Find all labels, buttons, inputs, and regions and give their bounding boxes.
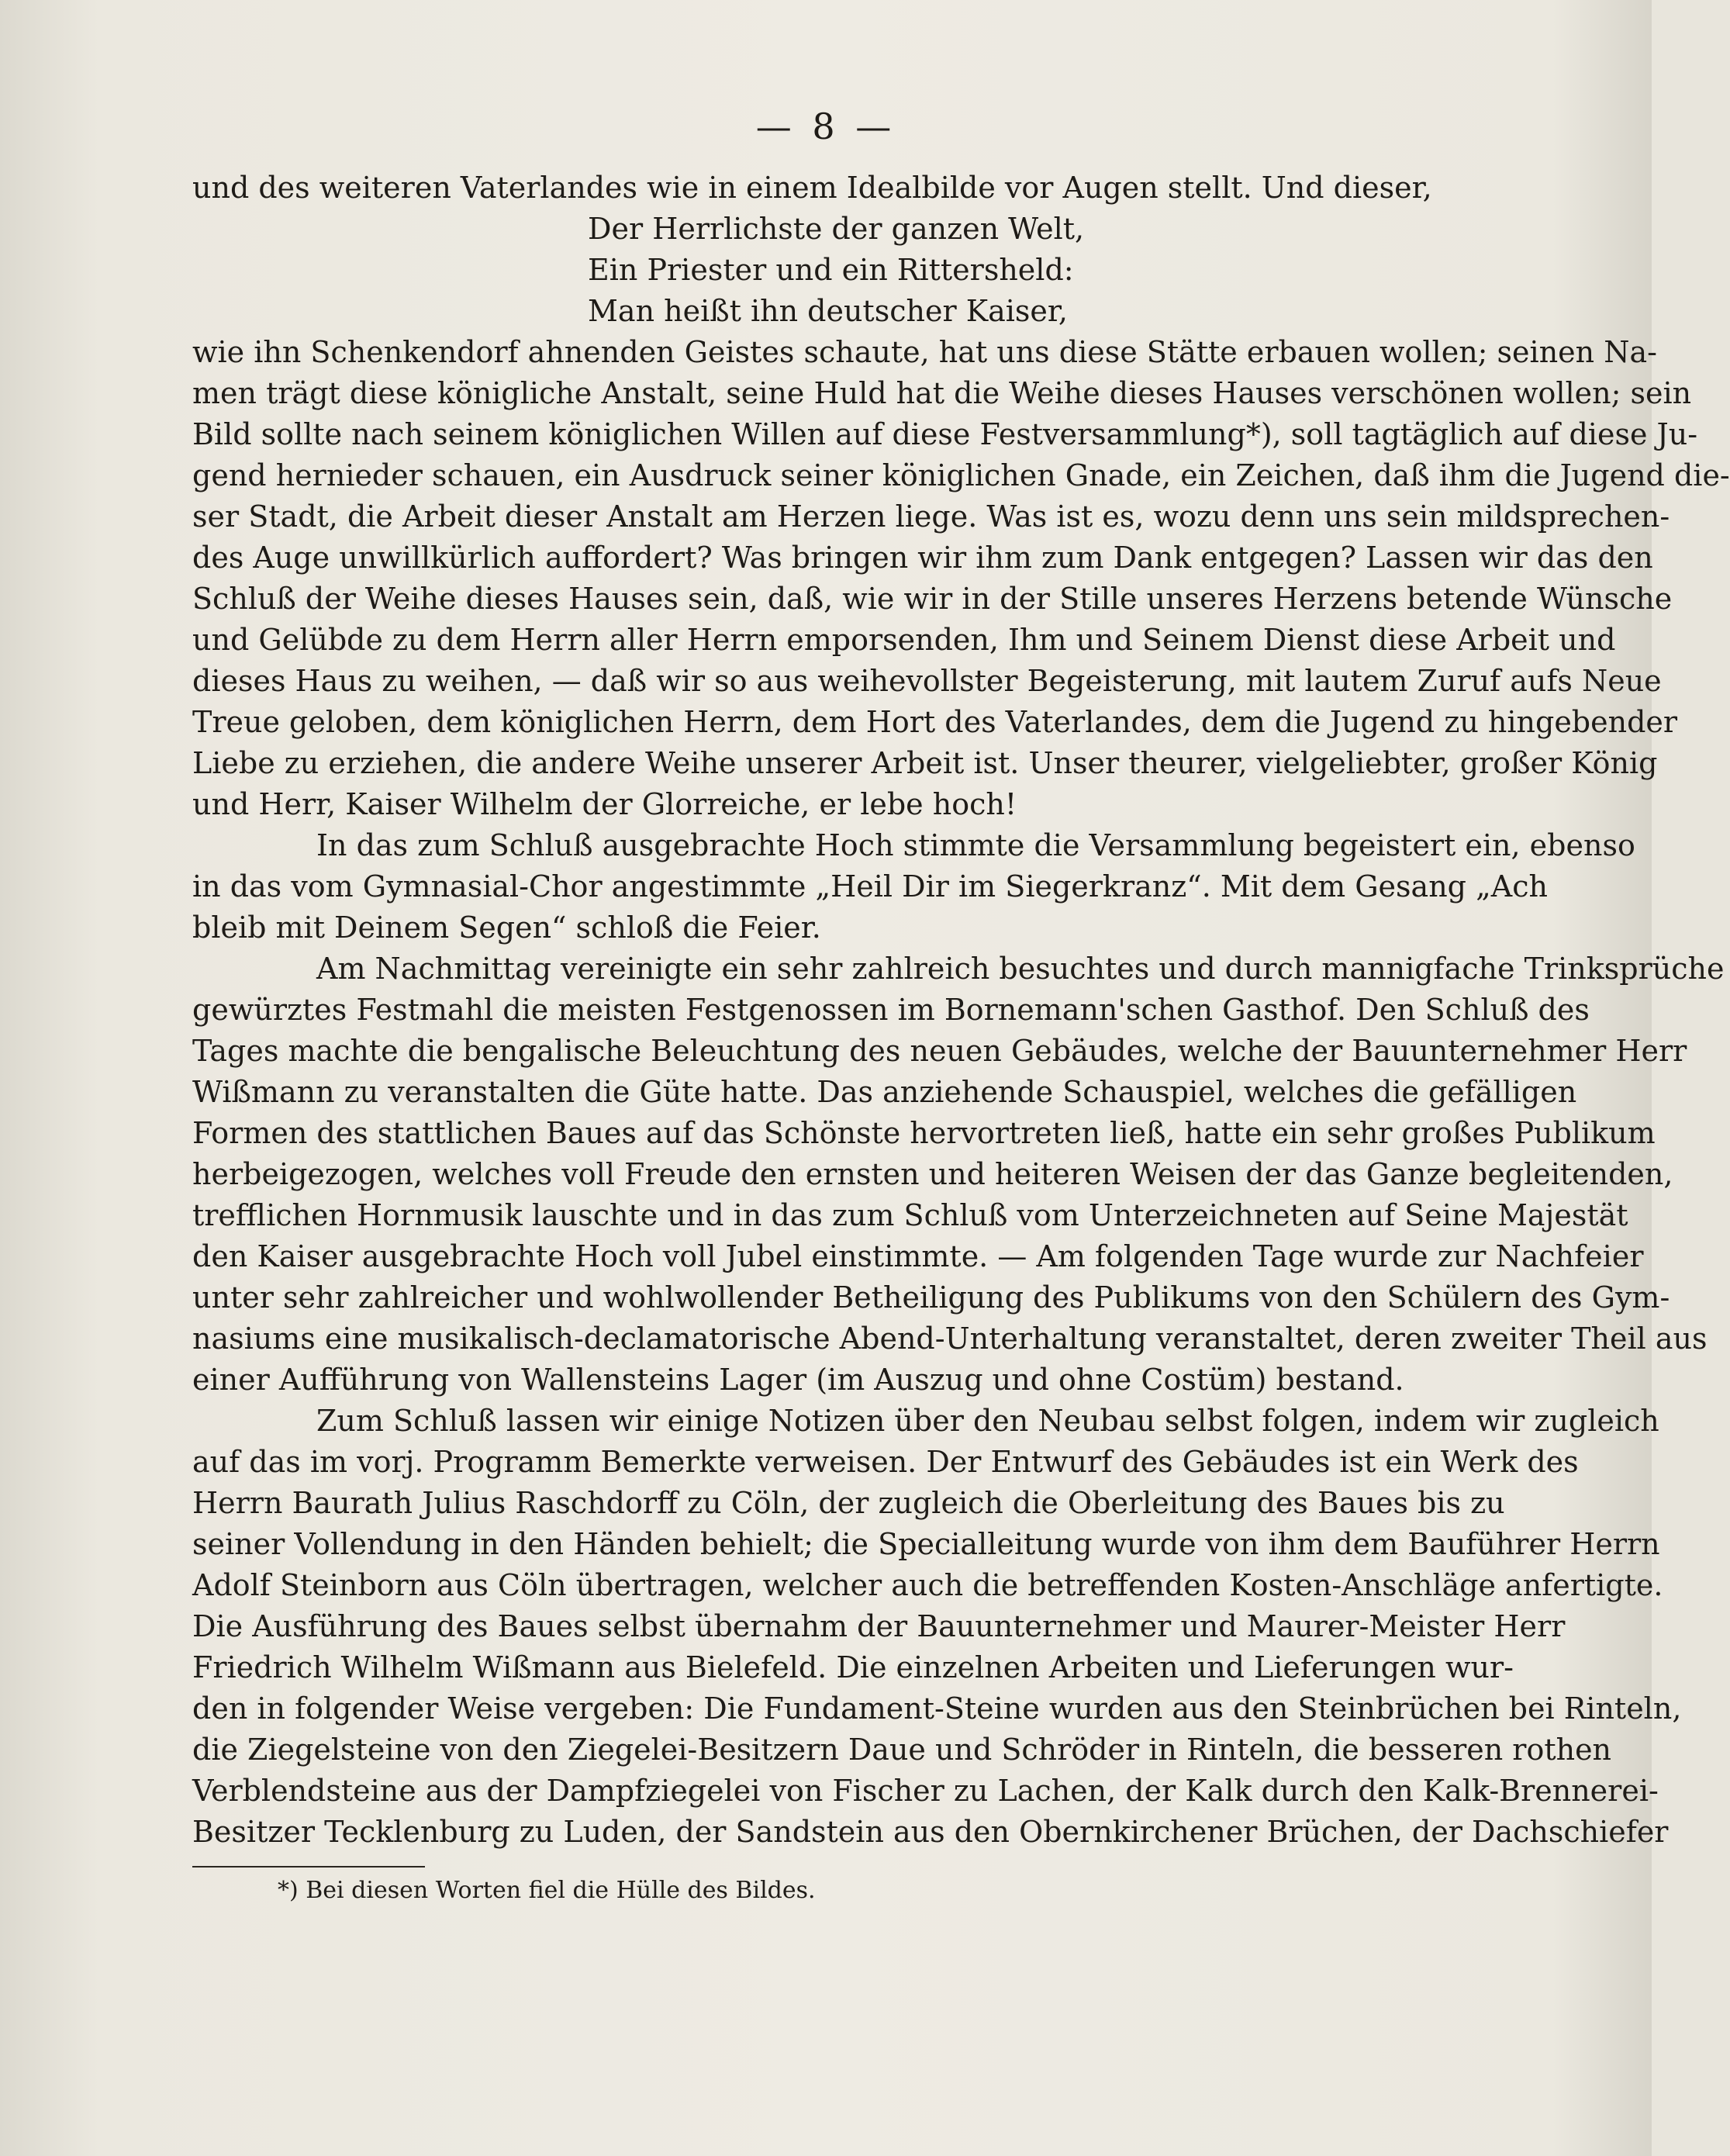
text-line: Tages machte die bengalische Beleuchtung des neuen Gebäudes, welche der Bauunternehmer Herr	[192, 1034, 1687, 1068]
text-line: den Kaiser ausgebrachte Hoch voll Jubel einstimmte. — Am folgenden Tage wurde zur Nachfeier	[192, 1239, 1644, 1273]
text-line: trefflichen Hornmusik lauschte und in das zum Schluß vom Unterzeichneten auf Seine Majestät	[192, 1198, 1628, 1232]
text-line: Am Nachmittag vereinigte ein sehr zahlreich besuchtes und durch mannigfache Trinksprüche	[316, 952, 1725, 986]
text-line: wie ihn Schenkendorf ahnenden Geistes schaute, hat uns diese Stätte erbauen wollen; seinen Na-	[192, 335, 1657, 369]
text-line: nasiums eine musikalisch-declamatorische Abend-Unterhaltung veranstaltet, deren zweiter Theil aus	[192, 1322, 1708, 1356]
text-line: bleib mit Deinem Segen“ schloß die Feier.	[192, 910, 821, 945]
text-line: In das zum Schluß ausgebrachte Hoch stimmte die Versammlung begeistert ein, ebenso	[316, 828, 1635, 862]
text-line: dieses Haus zu weihen, — daß wir so aus weihevollster Begeisterung, mit lautem Zuruf aufs Neue	[192, 664, 1662, 698]
text-line: Adolf Steinborn aus Cöln übertragen, welcher auch die betreffenden Kosten-Anschläge anfertigte.	[192, 1568, 1663, 1602]
text-line: unter sehr zahlreicher und wohlwollender Betheiligung des Publikums von den Schülern des Gym-	[192, 1280, 1670, 1315]
text-line: gewürztes Festmahl die meisten Festgenossen im Bornemann'schen Gasthof. Den Schluß des	[192, 993, 1590, 1027]
text-line: und des weiteren Vaterlandes wie in einem Idealbilde vor Augen stellt. Und dieser,	[192, 171, 1432, 205]
text-line: gend hernieder schauen, ein Ausdruck seiner königlichen Gnade, ein Zeichen, daß ihm die Jugend die-	[192, 458, 1730, 492]
text-line: Besitzer Tecklenburg zu Luden, der Sandstein aus den Obernkirchener Brüchen, der Dachschiefer	[192, 1815, 1669, 1849]
text-line: herbeigezogen, welches voll Freude den ernsten und heiteren Weisen der das Ganze begleitenden,	[192, 1157, 1673, 1191]
text-line: Formen des stattlichen Baues auf das Schönste hervortreten ließ, hatte ein sehr großes Publikum	[192, 1116, 1656, 1150]
text-line: ser Stadt, die Arbeit dieser Anstalt am Herzen liege. Was ist es, wozu denn uns sein mildsprechen-	[192, 499, 1670, 534]
text-line: seiner Vollendung in den Händen behielt; die Specialleitung wurde von ihm dem Bauführer Herrn	[192, 1527, 1660, 1561]
text-line: Schluß der Weihe dieses Hauses sein, daß, wie wir in der Stille unseres Herzens betende Wünsche	[192, 582, 1673, 616]
text-line: Die Ausführung des Baues selbst übernahm der Bauunternehmer und Maurer-Meister Herr	[192, 1609, 1566, 1643]
text-line: men trägt diese königliche Anstalt, seine Huld hat die Weihe dieses Hauses verschönen wollen; sein	[192, 376, 1692, 410]
page-number: — 8 —	[755, 105, 896, 147]
body-text	[192, 168, 1730, 1853]
text-line: Zum Schluß lassen wir einige Notizen über den Neubau selbst folgen, indem wir zugleich	[316, 1404, 1659, 1438]
text-line: Verblendsteine aus der Dampfziegelei von Fischer zu Lachen, der Kalk durch den Kalk-Brennerei-	[192, 1774, 1659, 1808]
text-line: die Ziegelsteine von den Ziegelei-Besitzern Daue und Schröder in Rinteln, die besseren rothen	[192, 1733, 1612, 1767]
text-line: und Gelübde zu dem Herrn aller Herrn emporsenden, Ihm und Seinem Dienst diese Arbeit und	[192, 623, 1616, 657]
text-line: Herrn Baurath Julius Raschdorff zu Cöln, der zugleich die Oberleitung des Baues bis zu	[192, 1486, 1505, 1520]
text-line: und Herr, Kaiser Wilhelm der Glorreiche, er lebe hoch!	[192, 787, 1017, 821]
text-line: Ein Priester und ein Rittersheld:	[588, 253, 1074, 287]
text-line: Bild sollte nach seinem königlichen Willen auf diese Festversammlung*), soll tagtäglich auf diese Ju-	[192, 417, 1698, 451]
text-line: Liebe zu erziehen, die andere Weihe unserer Arbeit ist. Unser theurer, vielgeliebter, großer König	[192, 746, 1658, 780]
text-line: den in folgender Weise vergeben: Die Fundament-Steine wurden aus den Steinbrüchen bei Rinteln,	[192, 1691, 1682, 1726]
text-line: Wißmann zu veranstalten die Güte hatte. Das anziehende Schauspiel, welches die gefälligen	[192, 1075, 1577, 1109]
text-line: auf das im vorj. Programm Bemerkte verweisen. Der Entwurf des Gebäudes ist ein Werk des	[192, 1445, 1579, 1479]
text-line: des Auge unwillkürlich auffordert? Was bringen wir ihm zum Dank entgegen? Lassen wir das den	[192, 541, 1653, 575]
text-line: in das vom Gymnasial-Chor angestimmte „Heil Dir im Siegerkranz“. Mit dem Gesang „Ach	[192, 869, 1548, 904]
footnote-divider	[192, 1866, 425, 1867]
text-line: Der Herrlichste der ganzen Welt,	[588, 212, 1085, 246]
text-line: Friedrich Wilhelm Wißmann aus Bielefeld. Die einzelnen Arbeiten und Lieferungen wur-	[192, 1650, 1514, 1684]
text-line: einer Aufführung von Wallensteins Lager (im Auszug und ohne Costüm) bestand.	[192, 1363, 1404, 1397]
footnote: *) Bei diesen Worten fiel die Hülle des Bildes.	[278, 1877, 816, 1904]
text-line: Treue geloben, dem königlichen Herrn, dem Hort des Vaterlandes, dem die Jugend zu hingebender	[192, 705, 1678, 739]
text-line: Man heißt ihn deutscher Kaiser,	[588, 294, 1068, 328]
